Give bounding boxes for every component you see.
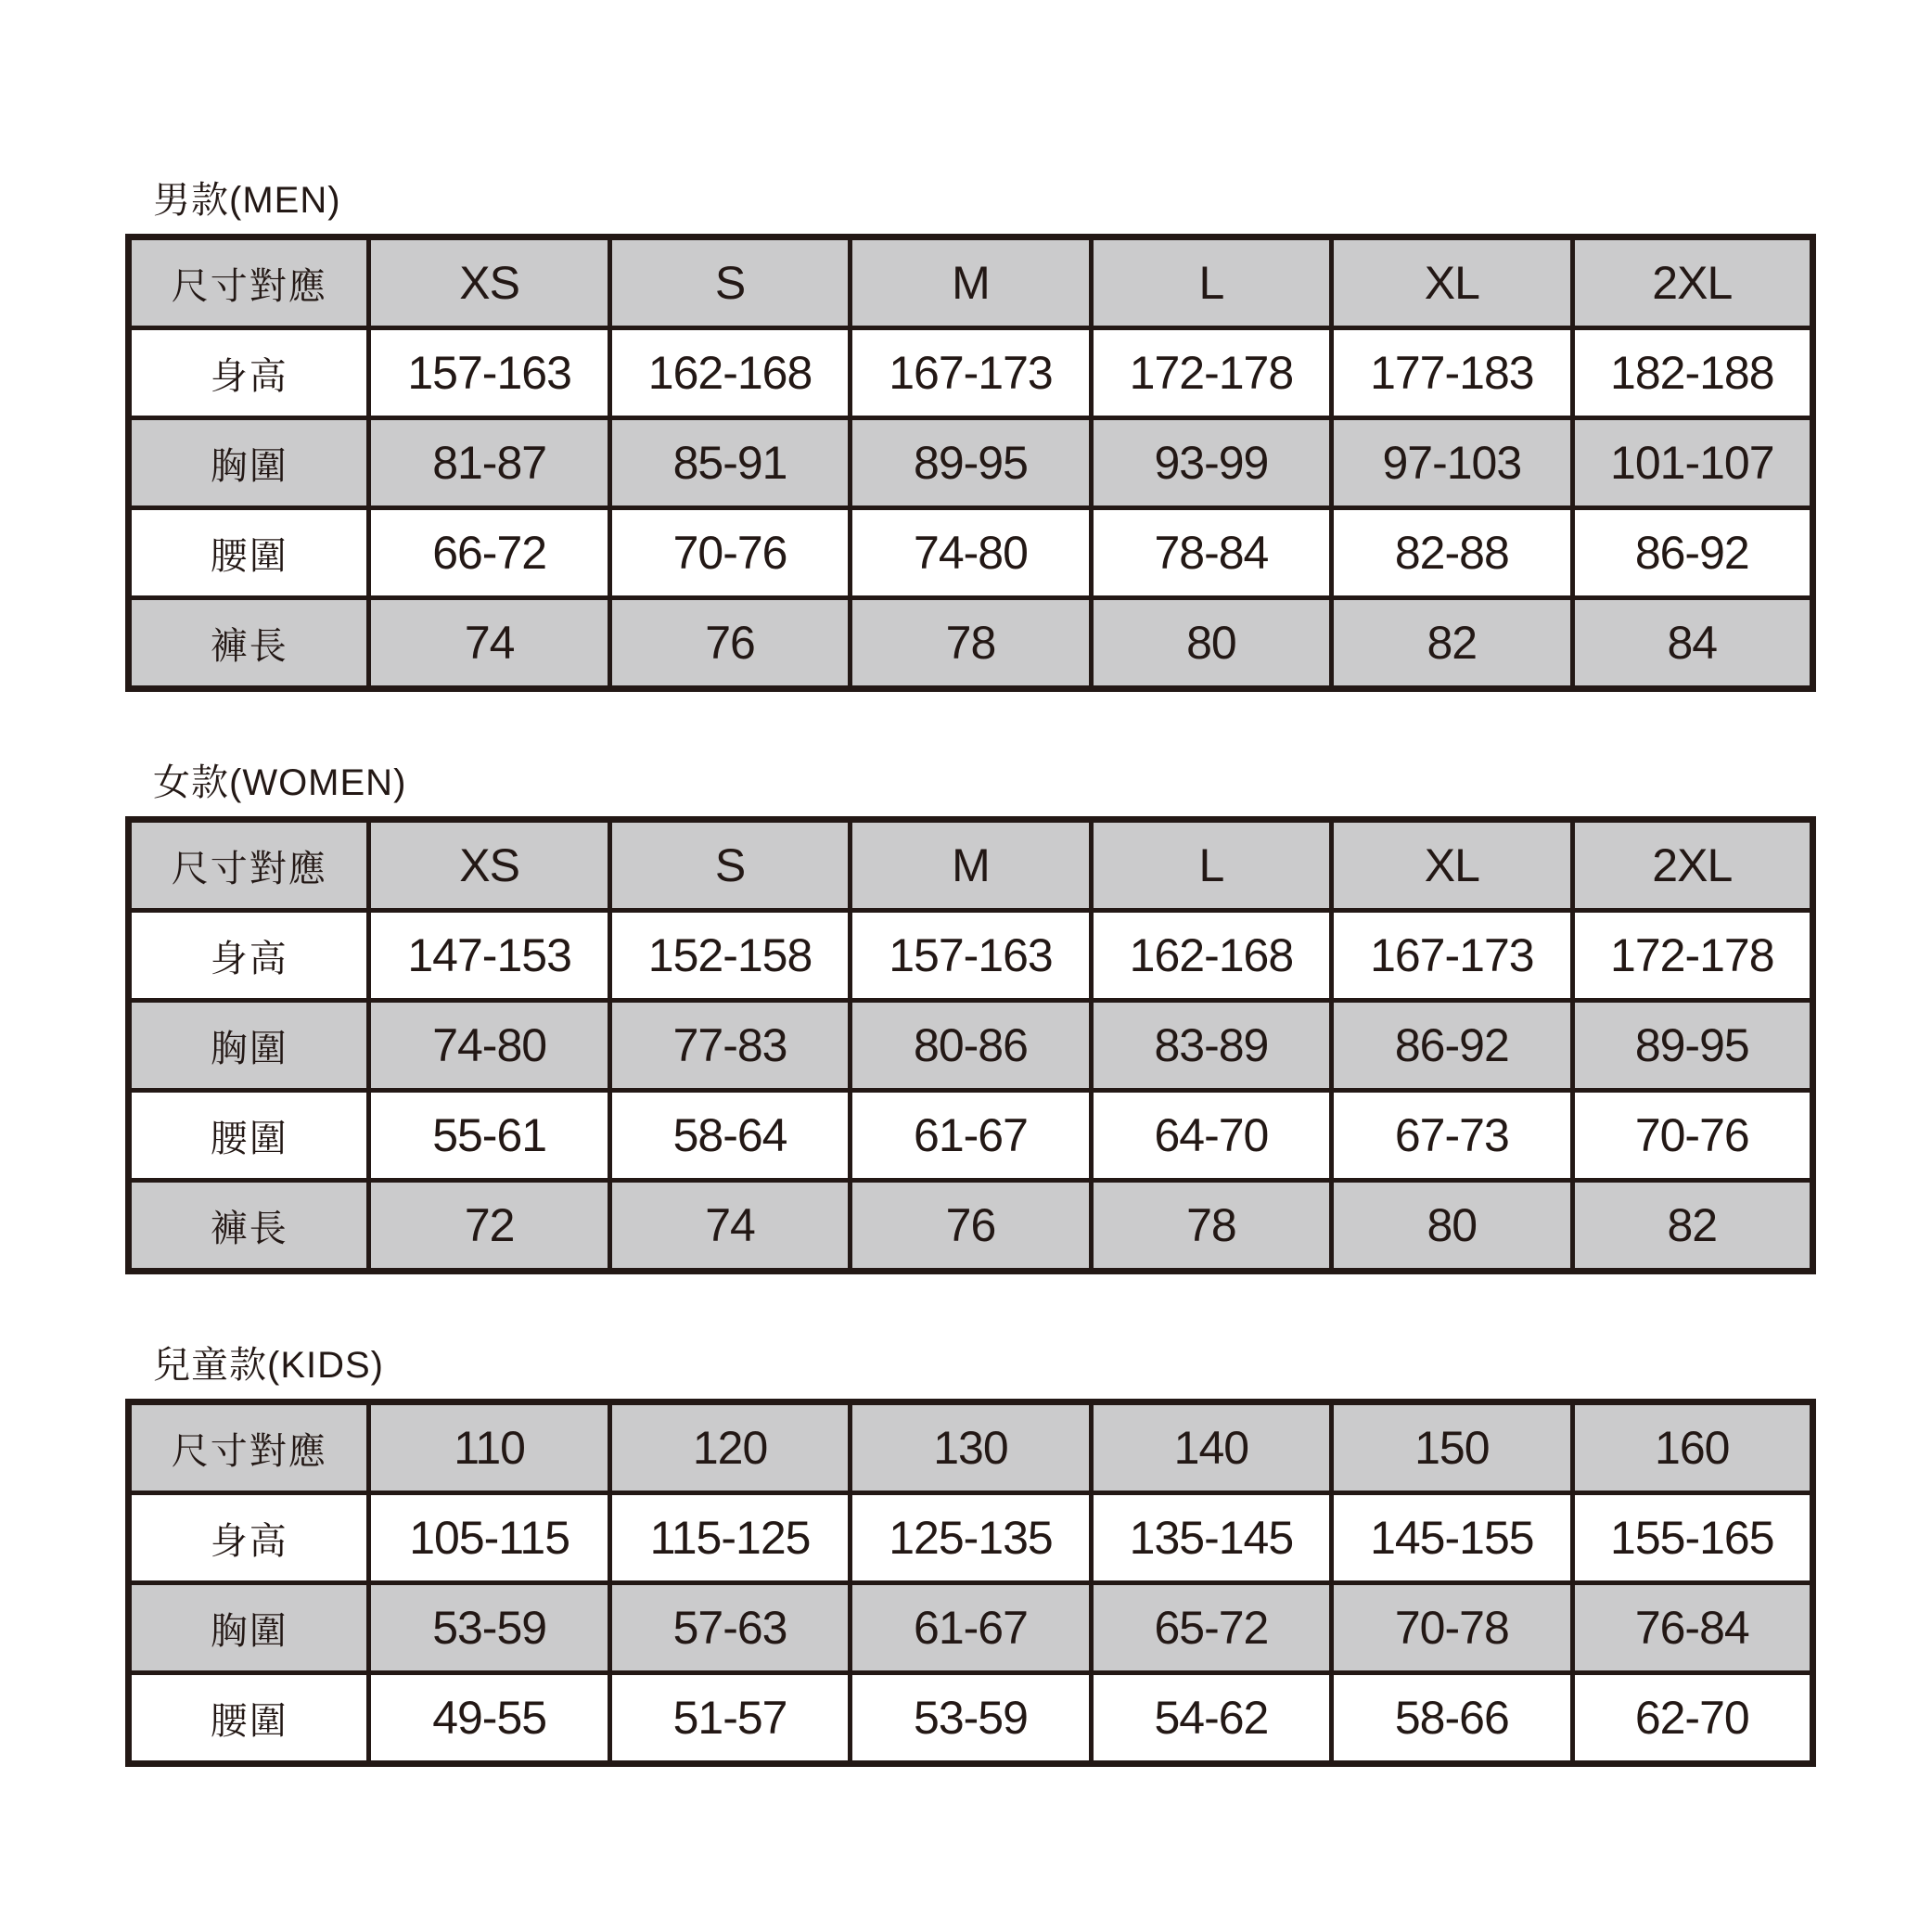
measurement-value-cell: 53-59 bbox=[851, 1673, 1091, 1764]
measurement-value-cell: 82 bbox=[1332, 598, 1572, 689]
measurement-value-cell: 80 bbox=[1332, 1181, 1572, 1272]
men-size-section bbox=[125, 182, 1816, 692]
measurement-value-cell: 76-84 bbox=[1572, 1583, 1812, 1673]
measurement-value-cell: 74-80 bbox=[369, 1001, 609, 1091]
measurement-value-cell: 76 bbox=[609, 598, 850, 689]
measurement-row-label: 腰圍 bbox=[129, 1673, 369, 1764]
women-size-section bbox=[125, 764, 1816, 1274]
size-column-header: L bbox=[1091, 237, 1331, 328]
measurement-value-cell: 74-80 bbox=[851, 508, 1091, 598]
measurement-value-cell: 167-173 bbox=[1332, 911, 1572, 1001]
women-chart-title: 女款(WOMEN) bbox=[153, 762, 407, 803]
size-column-header: XS bbox=[369, 237, 609, 328]
measurement-row-label: 身高 bbox=[129, 1493, 369, 1583]
measurement-value-cell: 61-67 bbox=[851, 1583, 1091, 1673]
measurement-row bbox=[129, 1583, 1813, 1673]
measurement-value-cell: 147-153 bbox=[369, 911, 609, 1001]
measurement-value-cell: 97-103 bbox=[1332, 418, 1572, 508]
measurement-value-cell: 157-163 bbox=[851, 911, 1091, 1001]
measurement-value-cell: 89-95 bbox=[851, 418, 1091, 508]
measurement-row bbox=[129, 1001, 1813, 1091]
measurement-value-cell: 77-83 bbox=[609, 1001, 850, 1091]
men-size-table bbox=[125, 234, 1816, 692]
size-header-row bbox=[129, 1402, 1813, 1493]
size-header-corner-label: 尺寸對應 bbox=[129, 237, 369, 328]
measurement-value-cell: 152-158 bbox=[609, 911, 850, 1001]
measurement-row-label: 腰圍 bbox=[129, 508, 369, 598]
measurement-value-cell: 172-178 bbox=[1091, 328, 1331, 418]
measurement-value-cell: 78 bbox=[851, 598, 1091, 689]
size-column-header: 160 bbox=[1572, 1402, 1812, 1493]
measurement-value-cell: 65-72 bbox=[1091, 1583, 1331, 1673]
measurement-value-cell: 78-84 bbox=[1091, 508, 1331, 598]
size-header-row bbox=[129, 237, 1813, 328]
measurement-value-cell: 70-78 bbox=[1332, 1583, 1572, 1673]
measurement-row-label: 褲長 bbox=[129, 1181, 369, 1272]
measurement-value-cell: 105-115 bbox=[369, 1493, 609, 1583]
size-header-corner-label: 尺寸對應 bbox=[129, 1402, 369, 1493]
size-column-header: 120 bbox=[609, 1402, 850, 1493]
measurement-value-cell: 81-87 bbox=[369, 418, 609, 508]
size-column-header: XL bbox=[1332, 237, 1572, 328]
measurement-row-label: 胸圍 bbox=[129, 1001, 369, 1091]
size-header-row bbox=[129, 820, 1813, 911]
measurement-value-cell: 80-86 bbox=[851, 1001, 1091, 1091]
size-column-header: 2XL bbox=[1572, 820, 1812, 911]
size-column-header: M bbox=[851, 237, 1091, 328]
measurement-row-label: 胸圍 bbox=[129, 1583, 369, 1673]
measurement-value-cell: 78 bbox=[1091, 1181, 1331, 1272]
measurement-row bbox=[129, 911, 1813, 1001]
measurement-row-label: 身高 bbox=[129, 328, 369, 418]
measurement-value-cell: 82-88 bbox=[1332, 508, 1572, 598]
measurement-value-cell: 93-99 bbox=[1091, 418, 1331, 508]
measurement-value-cell: 84 bbox=[1572, 598, 1812, 689]
measurement-row bbox=[129, 1493, 1813, 1583]
women-size-table bbox=[125, 816, 1816, 1274]
measurement-value-cell: 53-59 bbox=[369, 1583, 609, 1673]
kids-size-table bbox=[125, 1399, 1816, 1767]
measurement-value-cell: 70-76 bbox=[609, 508, 850, 598]
measurement-value-cell: 70-76 bbox=[1572, 1091, 1812, 1181]
men-chart-title: 男款(MEN) bbox=[153, 180, 341, 221]
measurement-value-cell: 49-55 bbox=[369, 1673, 609, 1764]
measurement-value-cell: 89-95 bbox=[1572, 1001, 1812, 1091]
size-column-header: 110 bbox=[369, 1402, 609, 1493]
measurement-value-cell: 155-165 bbox=[1572, 1493, 1812, 1583]
measurement-value-cell: 115-125 bbox=[609, 1493, 850, 1583]
measurement-value-cell: 54-62 bbox=[1091, 1673, 1331, 1764]
size-column-header: 2XL bbox=[1572, 237, 1812, 328]
measurement-value-cell: 101-107 bbox=[1572, 418, 1812, 508]
measurement-value-cell: 74 bbox=[609, 1181, 850, 1272]
measurement-value-cell: 58-66 bbox=[1332, 1673, 1572, 1764]
measurement-value-cell: 135-145 bbox=[1091, 1493, 1331, 1583]
measurement-value-cell: 82 bbox=[1572, 1181, 1812, 1272]
kids-chart-title: 兒童款(KIDS) bbox=[153, 1345, 384, 1386]
measurement-value-cell: 86-92 bbox=[1332, 1001, 1572, 1091]
measurement-value-cell: 80 bbox=[1091, 598, 1331, 689]
measurement-value-cell: 162-168 bbox=[609, 328, 850, 418]
measurement-value-cell: 157-163 bbox=[369, 328, 609, 418]
measurement-value-cell: 167-173 bbox=[851, 328, 1091, 418]
measurement-value-cell: 72 bbox=[369, 1181, 609, 1272]
measurement-value-cell: 83-89 bbox=[1091, 1001, 1331, 1091]
measurement-row bbox=[129, 1091, 1813, 1181]
measurement-value-cell: 172-178 bbox=[1572, 911, 1812, 1001]
size-column-header: XS bbox=[369, 820, 609, 911]
size-column-header: 130 bbox=[851, 1402, 1091, 1493]
size-column-header: 140 bbox=[1091, 1402, 1331, 1493]
size-column-header: S bbox=[609, 237, 850, 328]
measurement-row bbox=[129, 508, 1813, 598]
measurement-value-cell: 66-72 bbox=[369, 508, 609, 598]
measurement-row bbox=[129, 418, 1813, 508]
measurement-value-cell: 162-168 bbox=[1091, 911, 1331, 1001]
measurement-value-cell: 62-70 bbox=[1572, 1673, 1812, 1764]
measurement-row bbox=[129, 598, 1813, 689]
size-header-corner-label: 尺寸對應 bbox=[129, 820, 369, 911]
measurement-value-cell: 177-183 bbox=[1332, 328, 1572, 418]
measurement-value-cell: 182-188 bbox=[1572, 328, 1812, 418]
measurement-row-label: 身高 bbox=[129, 911, 369, 1001]
measurement-value-cell: 74 bbox=[369, 598, 609, 689]
measurement-row-label: 胸圍 bbox=[129, 418, 369, 508]
measurement-value-cell: 51-57 bbox=[609, 1673, 850, 1764]
measurement-value-cell: 86-92 bbox=[1572, 508, 1812, 598]
size-column-header: L bbox=[1091, 820, 1331, 911]
measurement-value-cell: 58-64 bbox=[609, 1091, 850, 1181]
measurement-value-cell: 55-61 bbox=[369, 1091, 609, 1181]
measurement-value-cell: 125-135 bbox=[851, 1493, 1091, 1583]
measurement-value-cell: 85-91 bbox=[609, 418, 850, 508]
measurement-row-label: 褲長 bbox=[129, 598, 369, 689]
size-column-header: M bbox=[851, 820, 1091, 911]
measurement-value-cell: 61-67 bbox=[851, 1091, 1091, 1181]
measurement-row bbox=[129, 1673, 1813, 1764]
measurement-row bbox=[129, 1181, 1813, 1272]
measurement-value-cell: 76 bbox=[851, 1181, 1091, 1272]
measurement-row-label: 腰圍 bbox=[129, 1091, 369, 1181]
kids-size-section bbox=[125, 1347, 1816, 1767]
measurement-value-cell: 67-73 bbox=[1332, 1091, 1572, 1181]
size-column-header: 150 bbox=[1332, 1402, 1572, 1493]
measurement-value-cell: 57-63 bbox=[609, 1583, 850, 1673]
measurement-value-cell: 145-155 bbox=[1332, 1493, 1572, 1583]
size-column-header: XL bbox=[1332, 820, 1572, 911]
measurement-value-cell: 64-70 bbox=[1091, 1091, 1331, 1181]
measurement-row bbox=[129, 328, 1813, 418]
size-column-header: S bbox=[609, 820, 850, 911]
